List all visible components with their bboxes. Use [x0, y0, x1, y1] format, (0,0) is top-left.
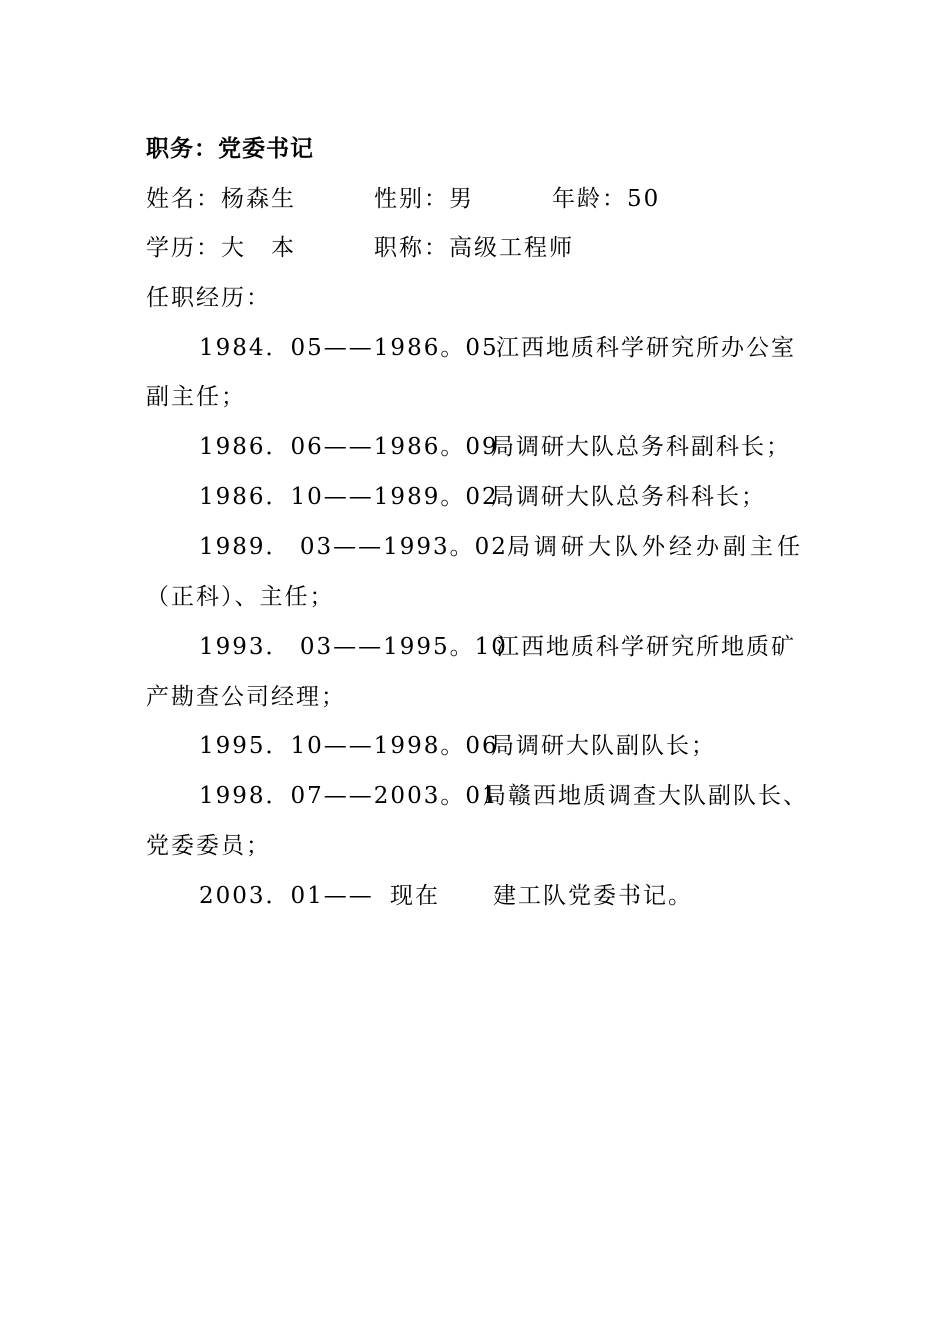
history-period: 1998．07——2003。01: [199, 783, 499, 809]
history-period: 1986．10——1989。02: [199, 484, 499, 510]
age-field: [552, 184, 660, 214]
history-description: 局调研大队总务科副科长；: [491, 434, 791, 460]
history-entry: [199, 432, 809, 462]
history-entry: [199, 881, 809, 911]
history-period: 1984．05——1986。05: [199, 335, 499, 361]
history-entry: [199, 731, 809, 761]
gender-label: 性别：: [374, 186, 449, 212]
age-label: 年龄：: [552, 186, 627, 212]
title-field: [374, 233, 574, 263]
history-period: 1989． 03——1993。02: [199, 534, 508, 560]
history-period: 1993． 03——1995。10: [199, 634, 508, 660]
history-heading: 任职经历：: [146, 285, 271, 311]
position-value: 党委书记: [218, 135, 314, 162]
history-entry: [199, 781, 819, 811]
age-value: 50: [627, 186, 661, 212]
history-description: 江西地质科学研究所地质矿: [496, 634, 796, 660]
history-entry: [199, 532, 809, 562]
history-description: 建工队党委书记。: [493, 883, 693, 909]
gender-field: [374, 184, 474, 214]
position-line: [146, 134, 314, 164]
history-period: 2003．01——: [199, 883, 374, 909]
education-value: 大 本: [221, 235, 296, 261]
history-description: 局调研大队副队长；: [491, 733, 716, 759]
name-field: [146, 184, 296, 214]
professional-title-label: 职称：: [374, 235, 449, 261]
history-description: 局调研大队总务科科长；: [491, 484, 766, 510]
name-value: 杨森生: [221, 186, 296, 212]
history-entry: [199, 333, 809, 363]
position-label: 职务：: [146, 135, 218, 162]
education-field: [146, 233, 296, 263]
education-label: 学历：: [146, 235, 221, 261]
history-description: 局赣西地质调查大队副队长、: [483, 783, 808, 809]
history-description-continued: 党委委员；: [146, 833, 271, 859]
history-period: 1986．06——1986。09: [199, 434, 499, 460]
gender-value: 男: [449, 186, 474, 212]
education-line: [146, 233, 846, 263]
history-entry: [199, 632, 809, 662]
professional-title-value: 高级工程师: [449, 235, 574, 261]
history-description-continued: （正科）、主任；: [146, 584, 335, 610]
history-entry: [199, 482, 809, 512]
basic-info-line: [146, 184, 846, 214]
history-description: 江西地质科学研究所办公室: [496, 335, 796, 361]
history-description-continued: 产勘查公司经理；: [146, 684, 346, 710]
history-period-end: 现在: [390, 883, 440, 909]
history-period: 1995．10——1998。06: [199, 733, 499, 759]
name-label: 姓名：: [146, 186, 221, 212]
history-description-continued: 副主任；: [146, 384, 246, 410]
history-description: 局调研大队外经办副主任: [507, 534, 804, 560]
